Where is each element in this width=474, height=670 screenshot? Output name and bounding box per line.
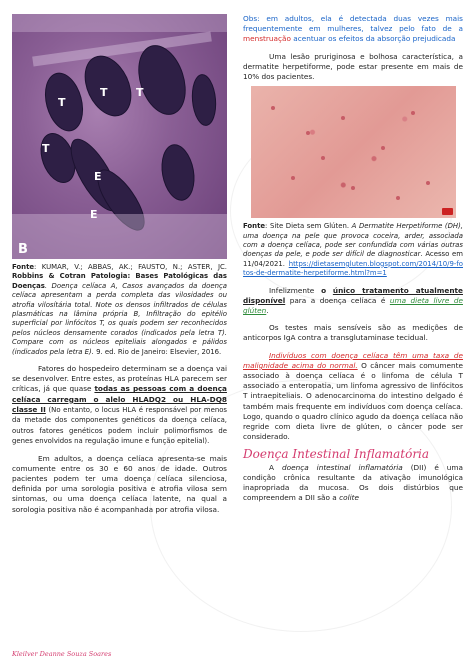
- paragraph-treatment: Infelizmente o único tratamento atualmente disponível para a doença celíaca é uma dieta livre de glúten.: [243, 285, 463, 316]
- source-link[interactable]: https://dietasemgluten.blogspot.com/2014/10/9-fotos-de-dermatite-herpetiforme.html?m=1: [243, 259, 463, 278]
- figure-caption-2: Fonte: Site Dieta sem Glúten. A Dermatite Herpetiforme (DH), uma doença na pele que provoca coceira, arder, associada com a doença celíaca, pode ser confundida com várias outras doenças da pele, e pode ser difícil de diagnosticar. Acesso em 11/04/2021. https://dietasemgluten.blogspot.com/2014/10/9-fotos-de-dermatite-herpetiforme.html?m=1: [243, 222, 463, 278]
- panel-label: B: [18, 241, 28, 257]
- paragraph-dii: A doença intestinal inflamatória (DII) é uma condição crônica resultante da ativação imunológica inapropriada da mucosa. Os dois distúrbios que compreendem a DII são a colite: [243, 462, 463, 503]
- section-heading: Doença Intestinal Inflamatória: [243, 446, 430, 461]
- label-t: T: [100, 86, 108, 99]
- dermatitis-image: [251, 86, 456, 218]
- note-box: Obs: em adultos, ela é detectada duas vezes mais frequentemente em mulheres, talvez pelo fato de a menstruação acentuar os efeitos da absorção prejudicada: [243, 14, 463, 44]
- label-t: T: [58, 96, 66, 109]
- label-e: E: [94, 170, 102, 183]
- paragraph-dermatitis: Uma lesão pruriginosa e bolhosa característica, a dermatite herpetiforme, pode estar presente em mais de 10% dos pacientes.: [243, 51, 463, 82]
- figure-caption: Fonte: KUMAR, V.; ABBAS, AK.; FAUSTO, N.; ASTER, JC. Robbins & Cotran Patologia: Bases Patológicas das Doenças. Doença celíaca A, Casos avançados da doença celíaca apresentam a perda completa das vilosidades ou atrofia vilosítária total. Note os densos infiltrados de células plasmáticas na lâmina própria B, Infiltração do epitélio superficial por linfócitos T, os quais podem ser reconhecidos pelos núcleos densamente corados (indicados pela letra T). Compare com os núcleos epiteliais alongados e pálidos (indicados pela letra E). 9. ed. Rio de Janeiro: Elsevier, 2016.: [12, 263, 227, 356]
- paragraph-tests: Os testes mais sensíveis são as medições de anticorpos IgA contra a transglutaminase tecidual.: [243, 323, 463, 343]
- histology-image: [12, 14, 227, 259]
- paragraph-hla: Fatores do hospedeiro determinam se a doença vai se desenvolver. Entre estes, as proteínas HLA parecem ser críticas, já que quase todas as pessoas com a doença celíaca carregam o alelo HLADQ2 ou HLA-DQ8 classe II (No entanto, o locus HLA é responsável por menos da metade dos componentes genéticos da doença celíaca, outros fatores genéticos podem incluir polimorfismos de genes envolvidos na regulação imune e função epitelial).: [12, 364, 228, 446]
- label-t: T: [136, 86, 144, 99]
- watermark-badge: [442, 208, 453, 215]
- right-column: [243, 14, 463, 504]
- label-t: T: [42, 142, 50, 155]
- paragraph-adults: Em adultos, a doença celíaca apresenta-se mais comumente entre os 30 e 60 anos de idade. Outros pacientes podem ter uma doença celíaca silenciosa, definida por uma sorologia positiva e atrofia vilosa sem sintomas, ou uma doença celíaca latente, na qual a sorologia positiva não é acompanhada por atrofia vilosa.: [12, 453, 227, 514]
- author-signature: Kleilver Deanne Souza Soares: [12, 650, 112, 658]
- left-column: [12, 14, 227, 515]
- label-e: E: [90, 208, 98, 221]
- paragraph-malignancy: Indivíduos com doença celíaca têm uma taxa de malignidade acima do normal. O câncer mais comumente associado à doença celíaca é o linfoma de célula T associado a enteropatia, um linfoma agressivo de linfócitos T intraepiteliais. O adenocarcinoma do intestino delgado é também mais frequente em indivíduos com doença celíaca. Logo, quando o quadro clínico agudo da doença celíaca não regride com dieta livre de glúten, o câncer pode ser considerado.: [243, 350, 463, 442]
